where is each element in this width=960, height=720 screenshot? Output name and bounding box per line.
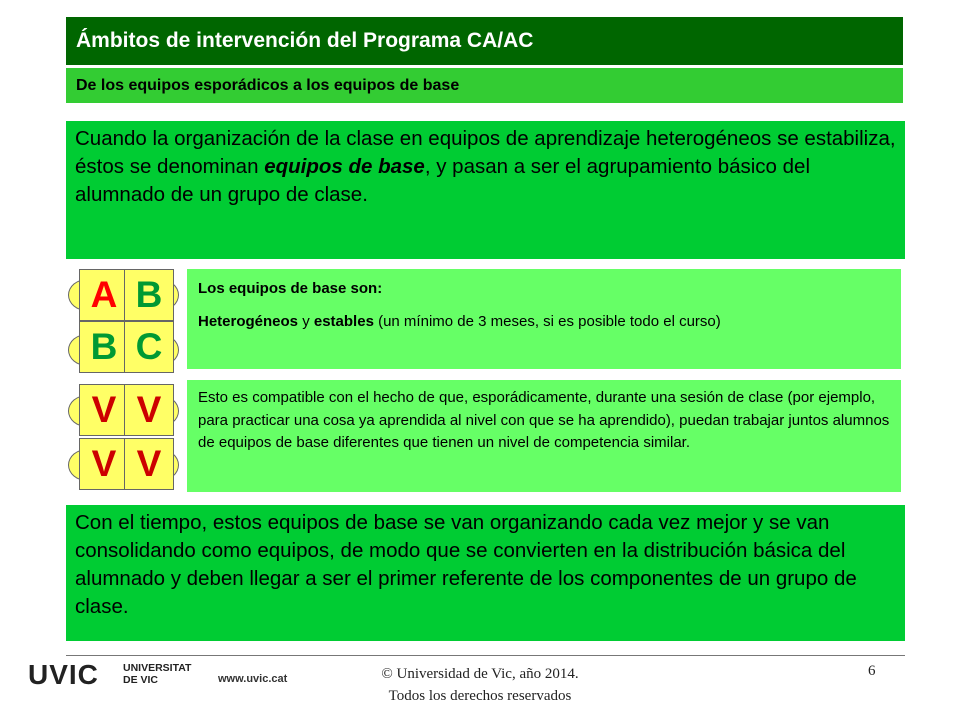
intro-text-before: Cuando la organización de la clase en equipos de aprendizaje heterogéneos se estabiliza, éstos se denominan	[75, 127, 896, 178]
definition-box	[187, 269, 901, 369]
definition-connector: y	[298, 313, 314, 330]
svg-text:DE VIC: DE VIC	[123, 674, 159, 686]
slide-subtitle: De los equipos esporádicos a los equipos de base	[66, 68, 903, 103]
compatibility-box: Esto es compatible con el hecho de que, esporádicamente, durante una sesión de clase (por ejemplo, para practicar una cosa ya aprendida al nivel con que se ha aprendido), puedan trabajar juntos alumnos de equipos de base diferentes que tienen un nivel de competencia similar.	[187, 380, 901, 492]
footer-divider	[66, 655, 905, 656]
intro-paragraph	[66, 121, 905, 259]
sporadic-cell: V	[79, 438, 129, 490]
definition-rest: (un mínimo de 3 meses, si es posible todo el curso)	[373, 313, 721, 330]
definition-bold-heterogeneous: Heterogéneos	[198, 313, 299, 330]
definition-text	[198, 310, 891, 333]
team-cell: B	[124, 269, 174, 321]
svg-text:UVIC: UVIC	[28, 660, 99, 688]
copyright-line-2: Todos los derechos reservados	[388, 688, 572, 704]
uvic-logo-graphic	[28, 660, 208, 688]
conclusion-paragraph: Con el tiempo, estos equipos de base se van organizando cada vez mejor y se van consolidando como equipos, de modo que se convierten en la distribución básica del alumnado y deben llegar a ser el primer referente de los componentes de un grupo de clase.	[66, 505, 905, 641]
sporadic-cell: V	[124, 438, 174, 490]
definition-heading: Los equipos de base son:	[198, 280, 383, 297]
uvic-logo	[28, 660, 208, 688]
definition-bold-stable: estables	[313, 313, 374, 330]
website-link[interactable]: www.uvic.cat	[218, 673, 288, 685]
sporadic-cell: V	[79, 384, 129, 436]
sporadic-cell: V	[124, 384, 174, 436]
team-cell: B	[79, 321, 129, 373]
copyright-notice	[330, 663, 630, 707]
page-number: 6	[868, 663, 876, 679]
team-cell: C	[124, 321, 174, 373]
team-cell: A	[79, 269, 129, 321]
copyright-line-1: © Universidad de Vic, año 2014.	[381, 666, 579, 682]
intro-text-after: , y pasan a ser el agrupamiento básico del alumnado de un grupo de clase.	[75, 155, 811, 206]
slide-title: Ámbitos de intervención del Programa CA/AC	[66, 17, 903, 65]
svg-text:UNIVERSITAT: UNIVERSITAT	[123, 662, 192, 674]
intro-emphasis: equipos de base	[264, 155, 425, 178]
